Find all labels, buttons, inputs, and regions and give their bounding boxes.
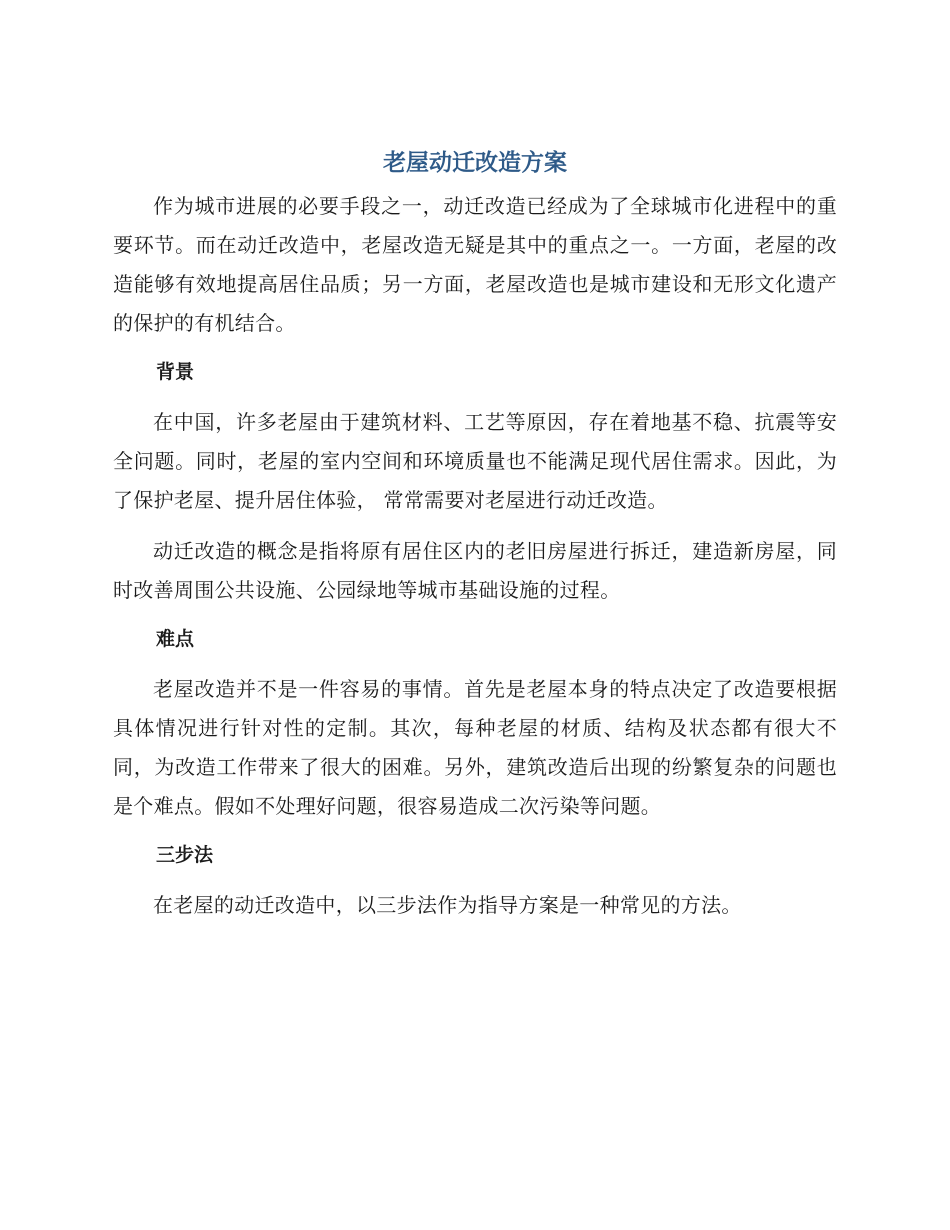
difficulties-paragraph: 老屋改造并不是一件容易的事情。首先是老屋本身的特点决定了改造要根据具体情况进行针对性的定制。其次，每种老屋的材质、结构及状态都有很大不同，为改造工作带来了很大的困难。另外，建筑改造后出现的纷繁复杂的问题也是个难点。假如不处理好问题，很容易造成二次污染等问题。 — [113, 677, 837, 818]
section-heading-background: 背景 — [156, 361, 195, 383]
document-body — [113, 187, 837, 925]
section-heading-three-steps: 三步法 — [156, 844, 214, 866]
intro-paragraph: 作为城市进展的必要手段之一，动迁改造已经成为了全球城市化进程中的重要环节。而在动迁改造中，老屋改造无疑是其中的重点之一。一方面，老屋的改造能够有效地提高居住品质；另一方面，老屋改造也是城市建设和无形文化遗产的保护的有机结合。 — [113, 194, 837, 335]
background-paragraph-2: 动迁改造的概念是指将原有居住区内的老旧房屋进行拆迁，建造新房屋，同时改善周围公共设施、公园绿地等城市基础设施的过程。 — [113, 539, 837, 602]
background-paragraph-1: 在中国，许多老屋由于建筑材料、工艺等原因，存在着地基不稳、抗震等安全问题。同时，老屋的室内空间和环境质量也不能满足现代居住需求。因此，为了保护老屋、提升居住体验， 常常需要对老屋进行动迁改造。 — [113, 410, 837, 512]
document-title: 老屋动迁改造方案 — [383, 150, 567, 176]
section-heading-difficulties: 难点 — [156, 628, 195, 650]
three-steps-paragraph: 在老屋的动迁改造中，以三步法作为指导方案是一种常见的方法。 — [153, 893, 742, 917]
